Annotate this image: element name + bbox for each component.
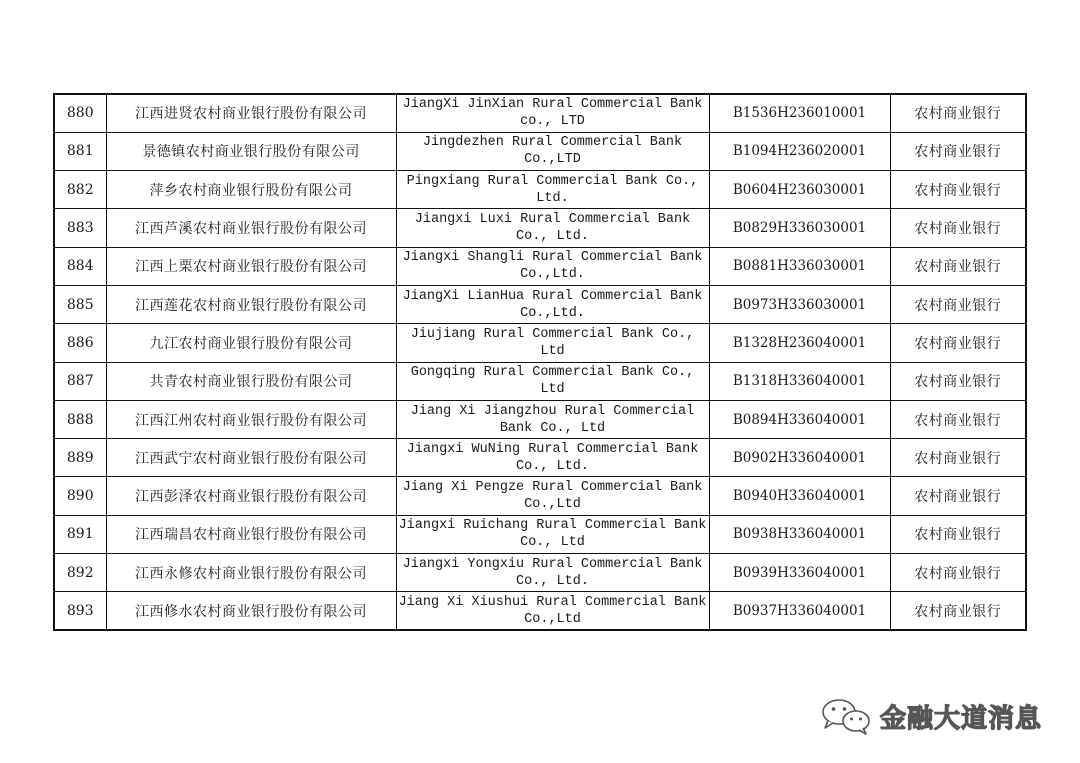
chinese-name: 江西莲花农村商业银行股份有限公司 [106,285,396,323]
english-name: Jiang Xi Xiushui Rural Commercial Bank Co.,Ltd [396,592,709,630]
english-name: Pingxiang Rural Commercial Bank Co., Ltd. [396,171,709,209]
chinese-name: 九江农村商业银行股份有限公司 [106,324,396,362]
institution-type: 农村商业银行 [890,592,1026,630]
row-number: 881 [54,132,106,170]
chinese-name: 江西瑞昌农村商业银行股份有限公司 [106,515,396,553]
institution-type: 农村商业银行 [890,285,1026,323]
wechat-chat-bubbles-icon [818,696,874,736]
watermark [818,696,1042,736]
institution-type: 农村商业银行 [890,324,1026,362]
institution-type: 农村商业银行 [890,477,1026,515]
watermark-text: 金融大道消息 [880,703,1043,734]
bank-list-table [53,93,1027,631]
institution-code: B1094H236020001 [709,132,890,170]
institution-code: B0939H336040001 [709,554,890,592]
institution-type: 农村商业银行 [890,515,1026,553]
institution-code: B0902H336040001 [709,439,890,477]
institution-code: B1536H236010001 [709,94,890,132]
institution-code: B0829H336030001 [709,209,890,247]
table-row [54,554,1026,592]
chinese-name: 江西彭泽农村商业银行股份有限公司 [106,477,396,515]
institution-type: 农村商业银行 [890,209,1026,247]
chinese-name: 江西武宁农村商业银行股份有限公司 [106,439,396,477]
table-row [54,132,1026,170]
institution-type: 农村商业银行 [890,554,1026,592]
table-row [54,515,1026,553]
chinese-name: 江西上栗农村商业银行股份有限公司 [106,247,396,285]
institution-code: B0937H336040001 [709,592,890,630]
row-number: 889 [54,439,106,477]
row-number: 892 [54,554,106,592]
table-row [54,247,1026,285]
institution-code: B0973H336030001 [709,285,890,323]
row-number: 890 [54,477,106,515]
institution-type: 农村商业银行 [890,439,1026,477]
row-number: 893 [54,592,106,630]
row-number: 880 [54,94,106,132]
english-name: Jiangxi WuNing Rural Commercial Bank Co., Ltd. [396,439,709,477]
english-name: Jingdezhen Rural Commercial Bank Co.,LTD [396,132,709,170]
chinese-name: 景德镇农村商业银行股份有限公司 [106,132,396,170]
institution-code: B1318H336040001 [709,362,890,400]
table-row [54,400,1026,438]
institution-code: B1328H236040001 [709,324,890,362]
table-row [54,362,1026,400]
institution-code: B0938H336040001 [709,515,890,553]
chinese-name: 江西修水农村商业银行股份有限公司 [106,592,396,630]
table-row [54,477,1026,515]
table-row [54,285,1026,323]
institution-type: 农村商业银行 [890,94,1026,132]
english-name: Jiang Xi Jiangzhou Rural Commercial Bank Co., Ltd [396,400,709,438]
english-name: Gongqing Rural Commercial Bank Co., Ltd [396,362,709,400]
institution-code: B0881H336030001 [709,247,890,285]
row-number: 888 [54,400,106,438]
english-name: Jiujiang Rural Commercial Bank Co., Ltd [396,324,709,362]
row-number: 884 [54,247,106,285]
institution-type: 农村商业银行 [890,132,1026,170]
institution-type: 农村商业银行 [890,400,1026,438]
english-name: JiangXi JinXian Rural Commercial Bank co., LTD [396,94,709,132]
institution-code: B0604H236030001 [709,171,890,209]
row-number: 886 [54,324,106,362]
row-number: 891 [54,515,106,553]
row-number: 885 [54,285,106,323]
institution-code: B0940H336040001 [709,477,890,515]
english-name: Jiangxi Yongxiu Rural Commercial Bank Co., Ltd. [396,554,709,592]
english-name: Jiangxi Shangli Rural Commercial Bank Co.,Ltd. [396,247,709,285]
chinese-name: 江西芦溪农村商业银行股份有限公司 [106,209,396,247]
table-row [54,209,1026,247]
chinese-name: 江西进贤农村商业银行股份有限公司 [106,94,396,132]
row-number: 887 [54,362,106,400]
english-name: Jiangxi Luxi Rural Commercial Bank Co., Ltd. [396,209,709,247]
institution-type: 农村商业银行 [890,171,1026,209]
institution-type: 农村商业银行 [890,362,1026,400]
english-name: JiangXi LianHua Rural Commercial Bank Co.,Ltd. [396,285,709,323]
table-row [54,592,1026,630]
table-row [54,94,1026,132]
row-number: 882 [54,171,106,209]
english-name: Jiangxi Ruichang Rural Commercial Bank Co., Ltd [396,515,709,553]
english-name: Jiang Xi Pengze Rural Commercial Bank Co.,Ltd [396,477,709,515]
chinese-name: 萍乡农村商业银行股份有限公司 [106,171,396,209]
row-number: 883 [54,209,106,247]
institution-type: 农村商业银行 [890,247,1026,285]
table-body [54,94,1026,630]
institution-code: B0894H336040001 [709,400,890,438]
table-row [54,439,1026,477]
chinese-name: 江西江州农村商业银行股份有限公司 [106,400,396,438]
chinese-name: 江西永修农村商业银行股份有限公司 [106,554,396,592]
table-row [54,324,1026,362]
table-row [54,171,1026,209]
chinese-name: 共青农村商业银行股份有限公司 [106,362,396,400]
